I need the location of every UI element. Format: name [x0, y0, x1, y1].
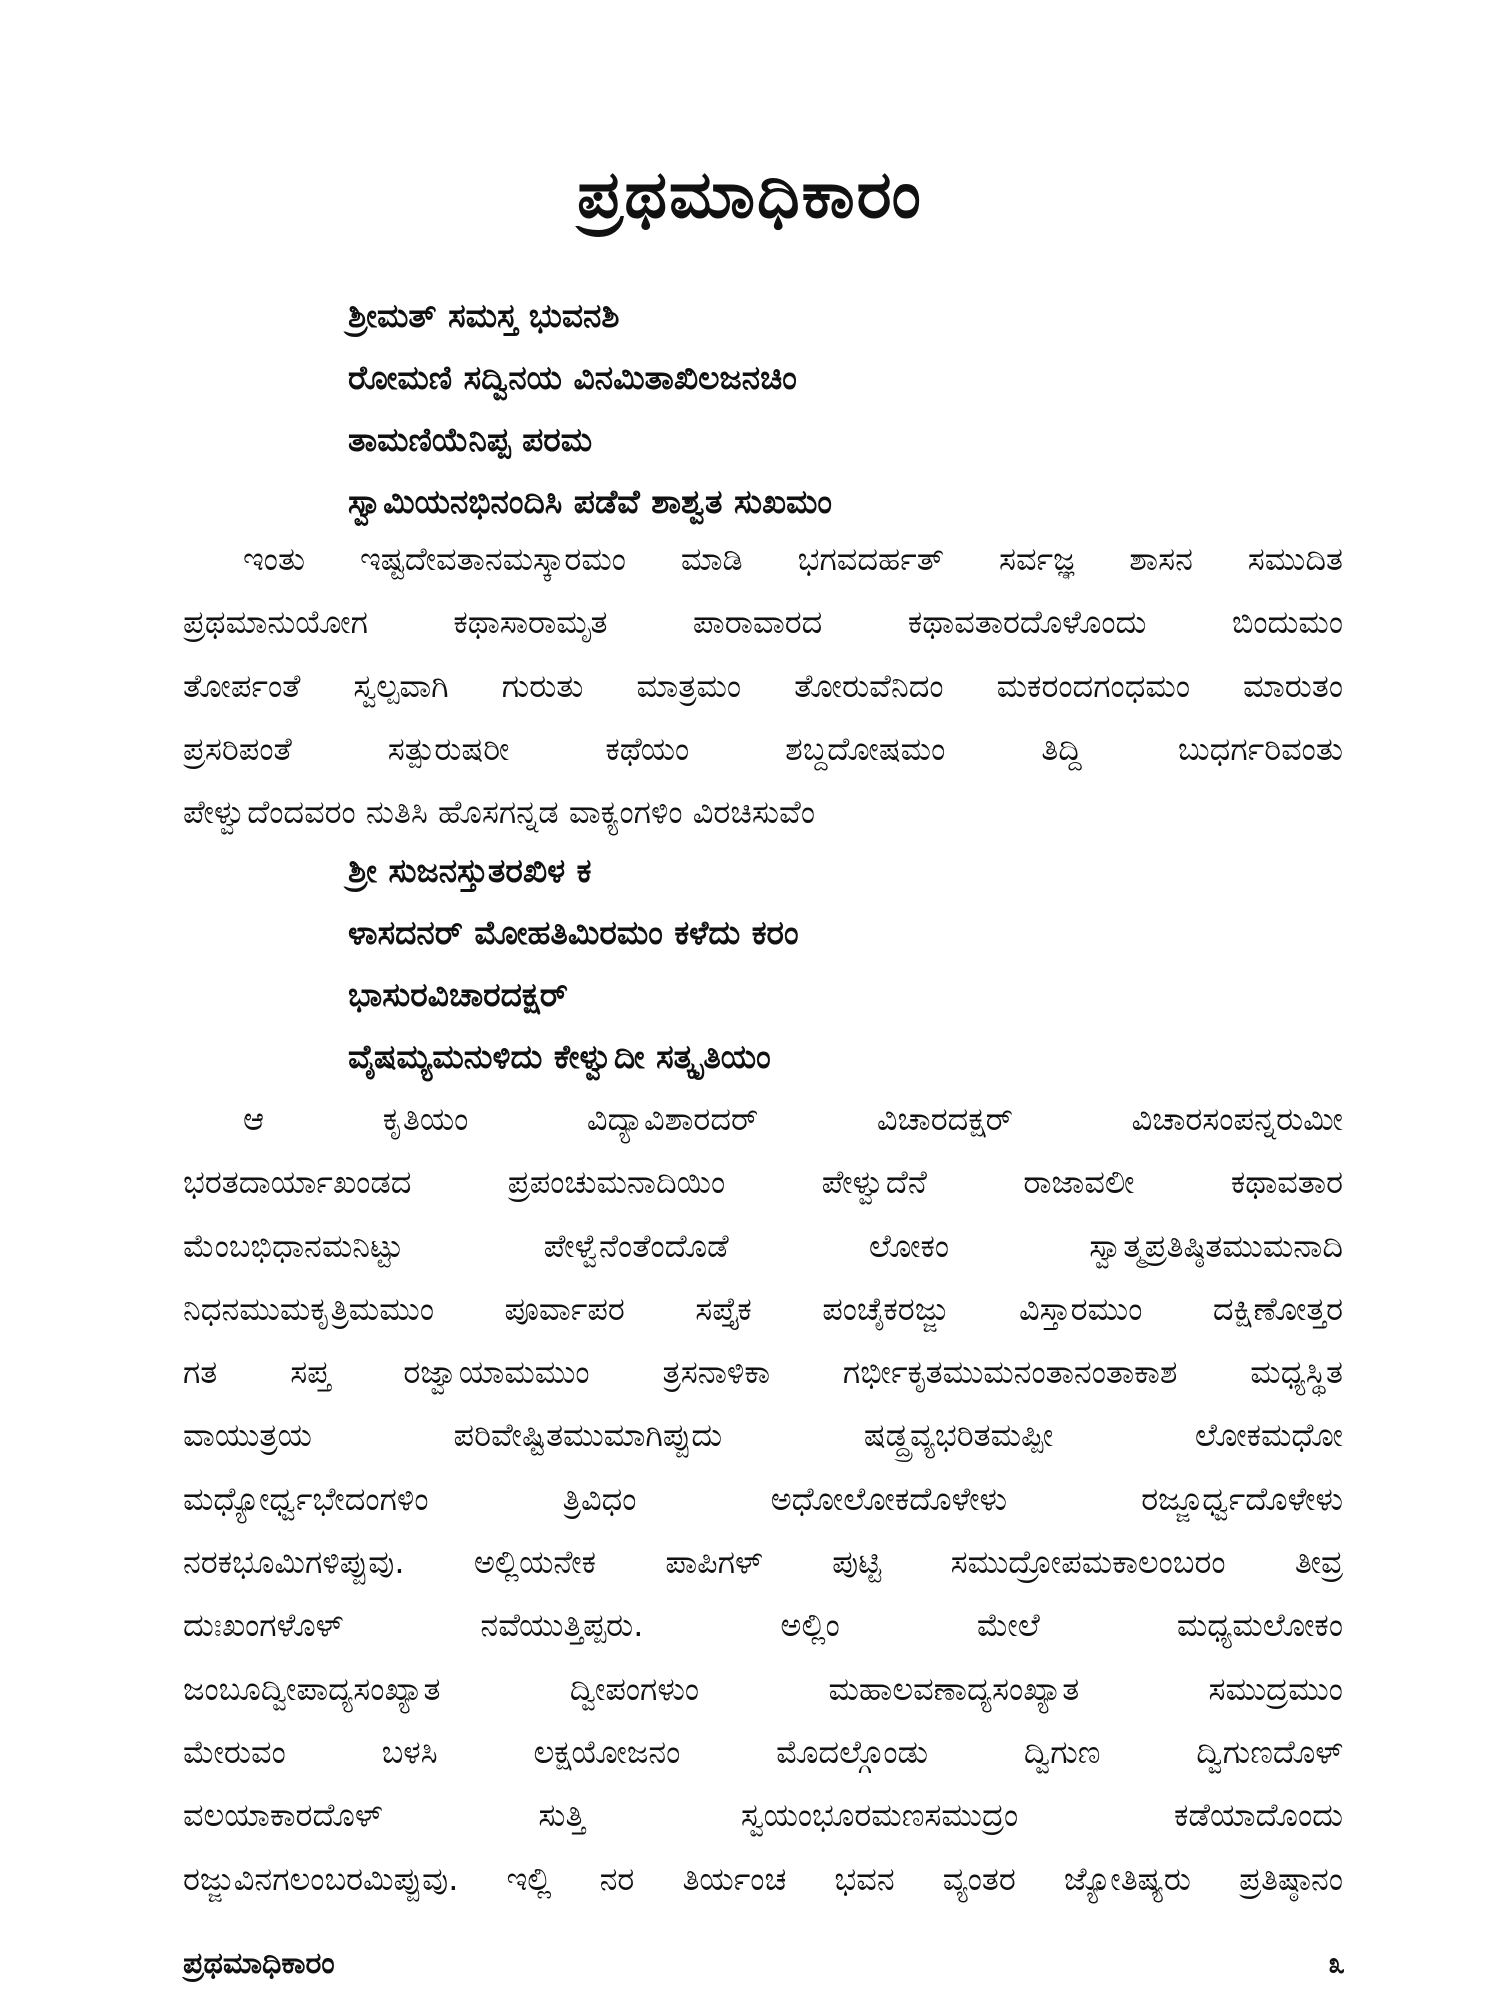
verse-line: ತಾಮಣಿಯೆನಿಪ್ಪ ಪರಮ: [348, 420, 593, 459]
prose-line: ಆ ಕೃತಿಯಂ ವಿದ್ಯಾವಿಶಾರದರ್ ವಿಚಾರದಕ್ಷರ್ ವಿಚಾರಸಂಪನ್ನರುಮೀ: [243, 1100, 1343, 1138]
verse-line: ಭಾಸುರವಿಚಾರದಕ್ಷರ್: [348, 975, 568, 1014]
prose-line: ತೋರ್ಪಂತೆ ಸ್ವಲ್ಪವಾಗಿ ಗುರುತು ಮಾತ್ರಮಂ ತೋರುವೆನಿದಂ ಮಕರಂದಗಂಧಮಂ ಮಾರುತಂ: [183, 666, 1343, 705]
prose-line: ಇಂತು ಇಷ್ಟದೇವತಾನಮಸ್ಕಾರಮಂ ಮಾಡಿ ಭಗವದರ್ಹತ್ ಸರ್ವಜ್ಞ ಶಾಸನ ಸಮುದಿತ: [243, 540, 1343, 578]
prose-paragraph-1: [183, 528, 1343, 844]
prose-line: ರಜ್ಜುವಿನಗಲಂಬರಮಿಪ್ಪುವು. ಇಲ್ಲಿ ನರ ತಿರ್ಯಂಚ ಭವನ ವ್ಯಂತರ ಜ್ಯೋತಿಷ್ಯರು ಪ್ರತಿಷ್ಠಾನಂ: [183, 1859, 1343, 1898]
prose-line: ವಲಯಾಕಾರದೊಳ್ ಸುತ್ತಿ ಸ್ವಯಂಭೂರಮಣಸಮುದ್ರಂ ಕಡೆಯಾದೊಂದು: [183, 1796, 1343, 1835]
verse-line: ಳಾಸದನರ್ ಮೋಹತಿಮಿರಮಂ ಕಳೆದು ಕರಂ: [348, 913, 799, 952]
prose-line: ವಾಯುತ್ರಯ ಪರಿವೇಷ್ಟಿತಮುಮಾಗಿಪ್ಪುದು ಷಡ್ದ್ರವ್ಯಭರಿತಮಪ್ಪೀ ಲೋಕಮಧೋ: [183, 1416, 1343, 1455]
prose-line: ನರಕಭೂಮಿಗಳಿಪ್ಪುವು. ಅಲ್ಲಿಯನೇಕ ಪಾಪಿಗಳ್ ಪುಟ್ಟಿ ಸಮುದ್ರೋಪಮಕಾಲಂಬರಂ ತೀವ್ರ: [183, 1543, 1343, 1582]
prose-paragraph-2: [183, 1088, 1343, 1911]
verse-line: ರೋಮಣಿ ಸದ್ವಿನಯ ವಿನಮಿತಾಖಿಲಜನಚಿಂ: [348, 358, 797, 397]
prose-line: ಮಧ್ಯೋರ್ಧ್ವಭೇದಂಗಳಿಂ ತ್ರಿವಿಧಂ ಅಧೋಲೋಕದೊಳೇಳು ರಜ್ಜೂರ್ಧ್ವದೊಳೇಳು: [183, 1479, 1343, 1518]
prose-line: ನಿಧನಮುಮಕೃತ್ರಿಮಮುಂ ಪೂರ್ವಾಪರ ಸಪ್ತೈಕ ಪಂಚೈಕರಜ್ಜು ವಿಸ್ತಾರಮುಂ ದಕ್ಷಿಣೋತ್ತರ: [183, 1289, 1343, 1328]
prose-line: ದುಃಖಂಗಳೊಳ್ ನವೆಯುತ್ತಿಪ್ಪರು. ಅಲ್ಲಿಂ ಮೇಲೆ ಮಧ್ಯಮಲೋಕಂ: [183, 1606, 1343, 1645]
verse-block-2: [348, 840, 1348, 1088]
verse-line: ಸ್ವಾಮಿಯನಭಿನಂದಿಸಿ ಪಡೆವೆ ಶಾಶ್ವತ ಸುಖಮಂ: [348, 482, 833, 521]
prose-line: ಭರತದಾರ್ಯಾಖಂಡದ ಪ್ರಪಂಚುಮನಾದಿಯಿಂ ಪೇಳ್ವುದೆನೆ ರಾಜಾವಲೀ ಕಥಾವತಾರ: [183, 1163, 1343, 1202]
chapter-title: ಪ್ರಥಮಾಧಿಕಾರಂ: [577, 156, 923, 233]
verse-line: ಶ್ರೀ ಸುಜನಸ್ತುತರಖಿಳ ಕ: [348, 851, 592, 890]
prose-line: ಮೇರುವಂ ಬಳಸಿ ಲಕ್ಷಯೋಜನಂ ಮೊದಲ್ಗೊಂಡು ದ್ವಿಗುಣ ದ್ವಿಗುಣದೊಳ್: [183, 1732, 1343, 1771]
prose-line: ಪ್ರಸರಿಪಂತೆ ಸತ್ಪುರುಷರೀ ಕಥೆಯಂ ಶಬ್ದದೋಷಮಂ ತಿದ್ದಿ ಬುಧರ್ಗರಿವಂತು: [183, 729, 1343, 768]
running-footer-title: ಪ್ರಥಮಾಧಿಕಾರಂ: [183, 1946, 335, 1981]
prose-line: ಪ್ರಥಮಾನುಯೋಗ ಕಥಾಸಾರಾಮೃತ ಪಾರಾವಾರದ ಕಥಾವತಾರದೊಳೊಂದು ಬಿಂದುಮಂ: [183, 603, 1343, 642]
verse-line: ಶ್ರೀಮತ್ ಸಮಸ್ತ ಭುವನಶಿ: [348, 296, 620, 335]
prose-line: ಪೇಳ್ವುದೆಂದವರಂ ನುತಿಸಿ ಹೊಸಗನ್ನಡ ವಾಕ್ಯಂಗಳಿಂ ವಿರಚಿಸುವೆಂ: [183, 793, 816, 832]
prose-line: ಜಂಬೂದ್ವೀಪಾದ್ಯಸಂಖ್ಯಾತ ದ್ವೀಪಂಗಳುಂ ಮಹಾಲವಣಾದ್ಯಸಂಖ್ಯಾತ ಸಮುದ್ರಮುಂ: [183, 1669, 1343, 1708]
verse-block-1: [348, 285, 1348, 533]
verse-line: ವೈಷಮ್ಯಮನುಳಿದು ಕೇಳ್ವುದೀ ಸತ್ಕೃತಿಯಂ: [348, 1037, 771, 1076]
page-number: ೩: [1328, 1946, 1345, 1981]
prose-line: ಮೆಂಬಭಿಧಾನಮನಿಟ್ಟು ಪೇಳ್ವೆನೆಂತೆಂದೊಡೆ ಲೋಕಂ ಸ್ವಾತ್ಮಪ್ರತಿಷ್ಠಿತಮುಮನಾದಿ: [183, 1226, 1343, 1265]
prose-line: ಗತ ಸಪ್ತ ರಜ್ವಾಯಾಮಮುಂ ತ್ರಸನಾಳಿಕಾ ಗರ್ಭೀಕೃತಮುಮನಂತಾನಂತಾಕಾಶ ಮಧ್ಯಸ್ಥಿತ: [183, 1353, 1343, 1392]
